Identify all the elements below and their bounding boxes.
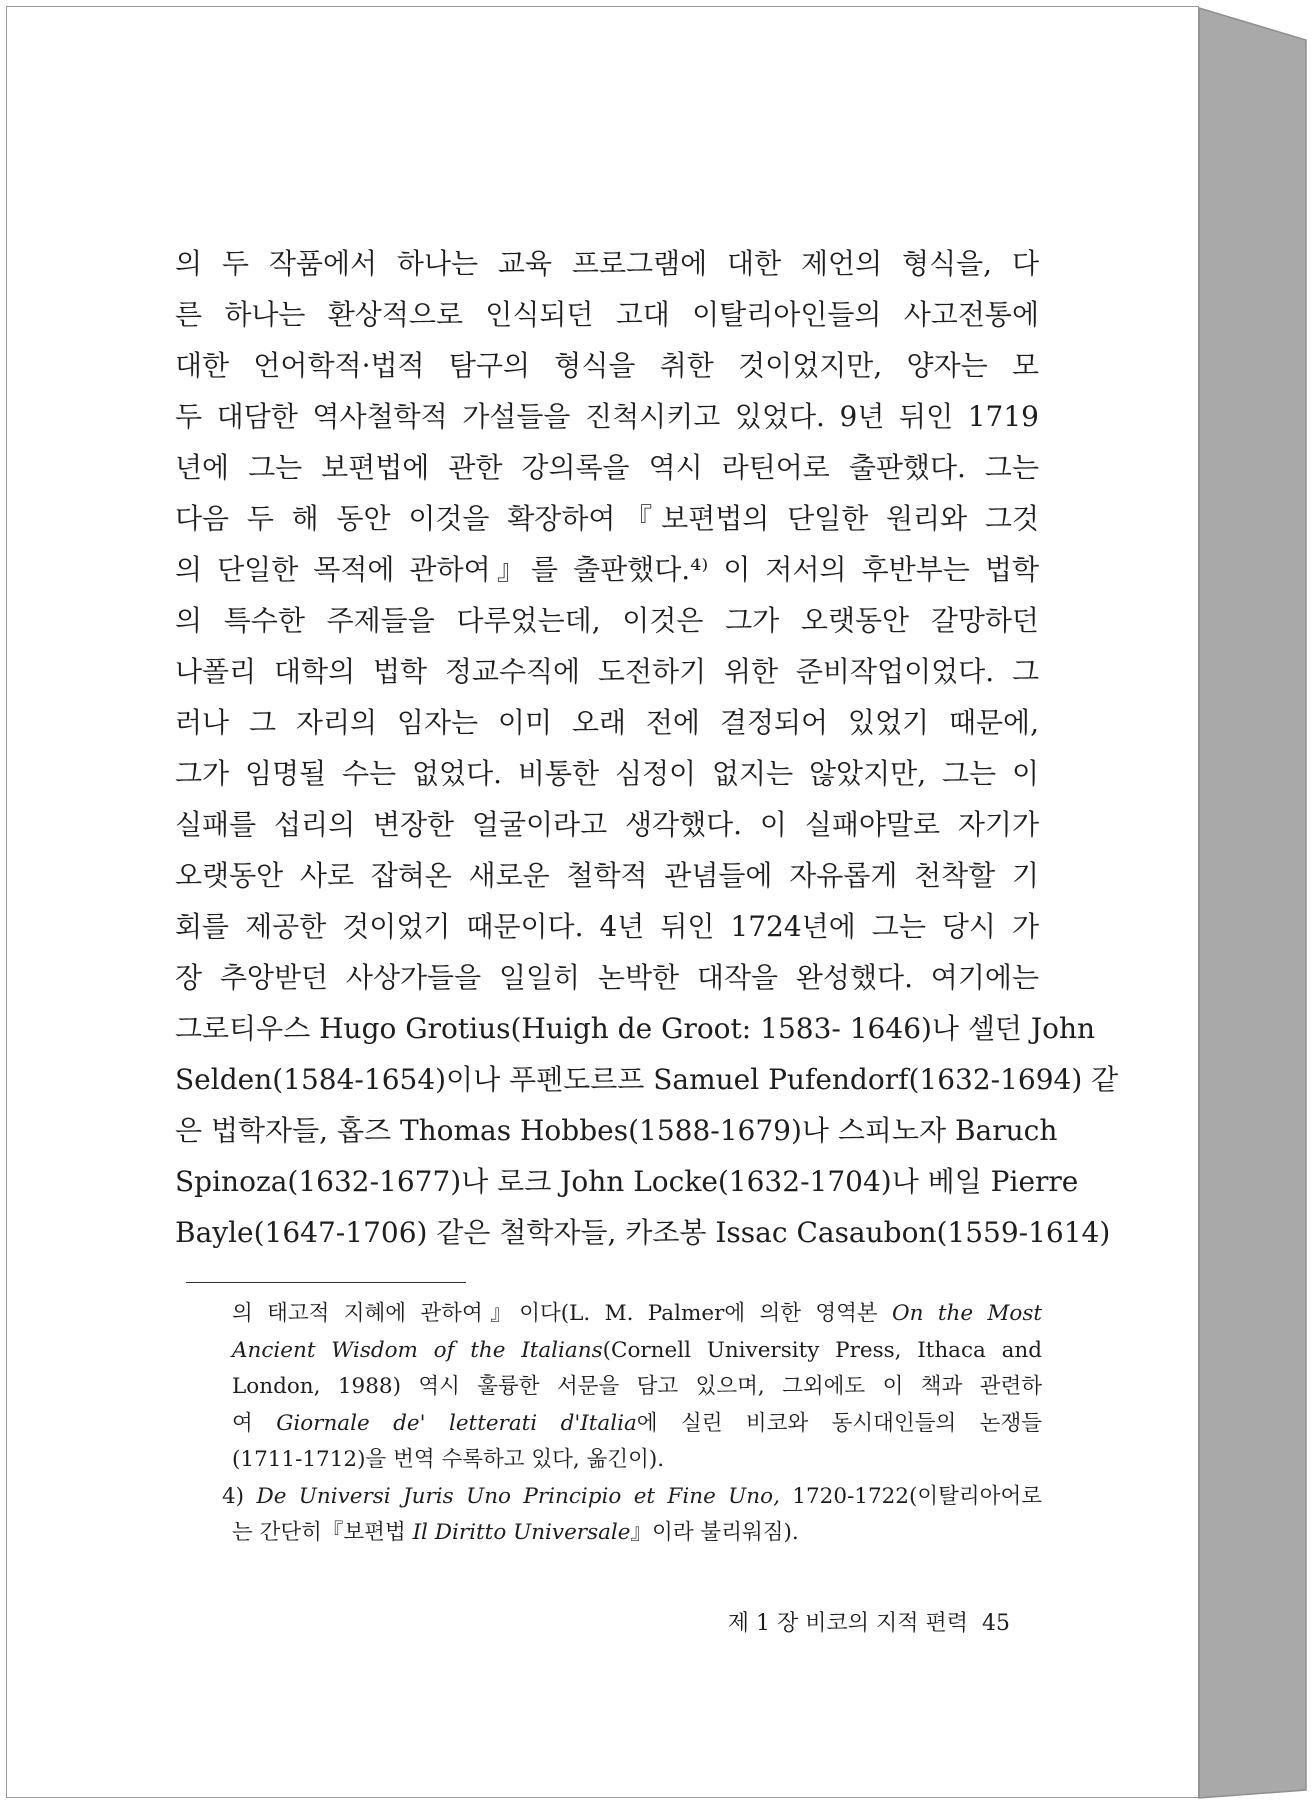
footnote-line bbox=[232, 1442, 1042, 1479]
body-line: 나폴리 대학의 법학 정교수직에 도전하기 위한 준비작업이었다. 그 bbox=[175, 655, 1039, 688]
footnote-line bbox=[222, 1479, 1042, 1516]
footnote-line bbox=[232, 1406, 1042, 1443]
body-line: 다음 두 해 동안 이것을 확장하여『보편법의 단일한 원리와 그것 bbox=[175, 502, 1039, 535]
footnote-text: (Cornell University Press, Ithaca and bbox=[602, 1337, 1042, 1363]
footnote-italic-text: Ancient Wisdom of the Italians bbox=[232, 1337, 603, 1363]
footnote-line bbox=[232, 1296, 1042, 1333]
footnote-text: 에 실린 비코와 동시대인들의 논쟁들 bbox=[636, 1410, 1042, 1436]
body-line: 른 하나는 환상적으로 인식되던 고대 이탈리아인들의 사고전통에 bbox=[175, 298, 1039, 331]
page-number: 45 bbox=[982, 1611, 1010, 1636]
chapter-title: 제 1 장 비코의 지적 편력 bbox=[727, 1611, 968, 1636]
body-line: 오랫동안 사로 잡혀온 새로운 철학적 관념들에 자유롭게 천착할 기 bbox=[175, 859, 1039, 892]
footnote-line bbox=[232, 1333, 1042, 1370]
footnote-text: (1711-1712)을 번역 수록하고 있다, 옮긴이). bbox=[232, 1447, 665, 1472]
footnote-text: 1720-1722(이탈리아어로 bbox=[779, 1483, 1042, 1509]
footnote-separator bbox=[186, 1282, 466, 1283]
body-line: 의 단일한 목적에 관하여』를 출판했다.⁴⁾ 이 저서의 후반부는 법학 bbox=[175, 553, 1039, 586]
footnote-italic-text: On the Most bbox=[892, 1301, 1043, 1326]
body-line: 두 대담한 역사철학적 가설들을 진척시키고 있었다. 9년 뒤인 1719 bbox=[175, 400, 1039, 433]
body-line: 대한 언어학적·법적 탐구의 형식을 취한 것이었지만, 양자는 모 bbox=[175, 349, 1039, 382]
footnote-italic-text: Il Diritto Universale bbox=[412, 1520, 631, 1545]
footnote-italic-text: Giornale de' letterati d'Italia bbox=[276, 1410, 637, 1436]
body-line: 년에 그는 보편법에 관한 강의록을 역시 라틴어로 출판했다. 그는 bbox=[175, 451, 1039, 484]
footnote-italic-text: De Universi Juris Uno Principio et Fine Uno, bbox=[256, 1483, 780, 1509]
footnote-text: 』이라 불리워짐). bbox=[630, 1520, 799, 1545]
footnote-text: 여 bbox=[232, 1410, 277, 1436]
body-line: 장 추앙받던 사상가들을 일일히 논박한 대작을 완성했다. 여기에는 bbox=[175, 961, 1039, 994]
body-line: Selden(1584-1654)이나 푸펜도르프 Samuel Pufendorf(1632-1694) 같 bbox=[175, 1063, 1119, 1096]
body-line: 회를 제공한 것이었기 때문이다. 4년 뒤인 1724년에 그는 당시 가 bbox=[175, 910, 1039, 943]
body-line: Bayle(1647-1706) 같은 철학자들, 카조봉 Issac Casaubon(1559-1614) bbox=[175, 1216, 1111, 1249]
footnote-text: 는 간단히『보편법 bbox=[232, 1520, 413, 1545]
body-line: 의 특수한 주제들을 다루었는데, 이것은 그가 오랫동안 갈망하던 bbox=[175, 604, 1039, 637]
footnote-text: London, 1988) 역시 훌륭한 서문을 담고 있으며, 그외에도 이 책과 관련하 bbox=[232, 1374, 1042, 1399]
body-line: 의 두 작품에서 하나는 교육 프로그램에 대한 제언의 형식을, 다 bbox=[175, 247, 1039, 280]
body-line: Spinoza(1632-1677)나 로크 John Locke(1632-1704)나 베일 Pierre bbox=[175, 1165, 1079, 1198]
running-footer bbox=[690, 1606, 1010, 1637]
footnote-text: 의 태고적 지혜에 관하여』이다(L. M. Palmer에 의한 영역본 bbox=[232, 1301, 893, 1326]
footnote-line bbox=[232, 1515, 1042, 1552]
footnote-text: 4) bbox=[222, 1483, 257, 1509]
body-line: 은 법학자들, 홉즈 Thomas Hobbes(1588-1679)나 스피노자 Baruch bbox=[175, 1114, 1058, 1147]
body-line: 그가 임명될 수는 없었다. 비통한 심정이 없지는 않았지만, 그는 이 bbox=[175, 757, 1039, 790]
body-line: 그로티우스 Hugo Grotius(Huigh de Groot: 1583- 1646)나 셀던 John bbox=[175, 1012, 1096, 1045]
body-line: 실패를 섭리의 변장한 얼굴이라고 생각했다. 이 실패야말로 자기가 bbox=[175, 808, 1039, 841]
body-text bbox=[175, 238, 1119, 1258]
footnotes bbox=[222, 1296, 1043, 1552]
body-line: 러나 그 자리의 임자는 이미 오래 전에 결정되어 있었기 때문에, bbox=[175, 706, 1039, 739]
footnote-line bbox=[232, 1369, 1042, 1406]
